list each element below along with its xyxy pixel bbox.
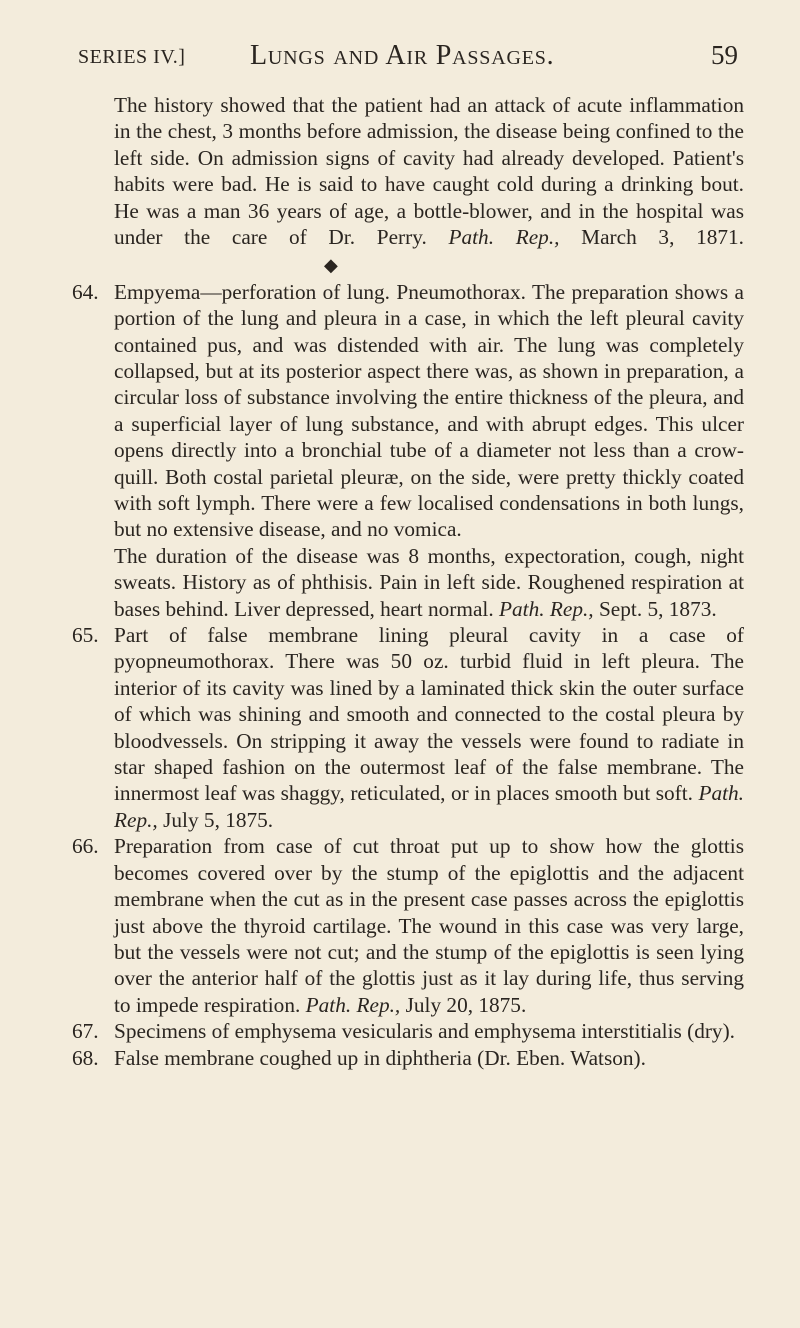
entry-citation: Path. Rep.,: [499, 596, 594, 621]
entry-description: [114, 279, 744, 543]
entry-text: False membrane coughed up in diphtheria (Dr. Eben. Watson).: [114, 1045, 646, 1070]
catalogue-entry-66: [72, 833, 744, 1018]
catalogue-entry-64: [72, 279, 744, 622]
entry-description: [114, 1018, 744, 1044]
intro-date: March 3, 1871.: [559, 225, 744, 250]
page-title: Lungs and Air Passages.: [250, 40, 555, 71]
intro-paragraph: [114, 92, 744, 279]
entry-text: Preparation from case of cut throat put up to show how the glottis becomes covered over by the stump of the epiglottis and the adjacent membrane when the cut as in the present case passes across the epiglottis just above the thyroid cartilage. The wound in this case was very large, but the vessels were not cut; and the stump of the epiglottis is seen lying over the anterior half of the glottis just as it lay during life, thus serving to impede respiration.: [114, 834, 744, 1017]
page-number: 59: [711, 40, 738, 70]
catalogue-entry-67: [72, 1018, 744, 1044]
entry-citation: Path. Rep.,: [114, 781, 745, 832]
entry-text: Specimens of emphysema vesicularis and emphysema interstitialis (dry).: [114, 1019, 735, 1044]
printer-mark-icon: ◆: [324, 255, 338, 276]
entry-text: Empyema—perforation of lung. Pneumothorax. The preparation shows a portion of the lung and pleura in a case, in which the left pleural cavity contained pus, and was distended with air. The lung was completely collapsed, but at its posterior aspect there was, as shown in preparation, a circular loss of substance involving the entire thickness of the pleura, and a superficial layer of lung substance, and with abrupt edges. This ulcer opens directly into a bronchial tube of a diameter not less than a crow-quill. Both costal parietal pleuræ, on the side, were pretty thickly coated with soft lymph. There were a few localised condensations in both lungs, but no extensive disease, and no vomica.: [114, 279, 744, 542]
intro-citation: Path. Rep.,: [448, 225, 560, 250]
entry-description: [114, 1045, 744, 1071]
entry-description: [114, 833, 744, 1018]
entry-number: 67.: [72, 1019, 99, 1044]
series-label: SERIES IV.]: [78, 46, 186, 68]
entry-number: 68.: [72, 1045, 99, 1070]
running-head: [78, 38, 738, 72]
entry-history-text: The duration of the disease was 8 months, expectoration, cough, night sweats. History as of phthisis. Pain in left side. Roughened respiration at bases behind. Liver depressed, heart normal.: [114, 543, 744, 621]
entry-number: 66.: [72, 834, 99, 859]
entry-citation: Path. Rep.,: [305, 992, 401, 1017]
body-text: [72, 92, 744, 1071]
catalogue-entry-68: [72, 1045, 744, 1071]
entry-description: [114, 622, 744, 833]
intro-text: The history showed that the patient had an attack of acute inflammation in the chest, 3 months before admission, the disease being confined to the left side. On admission signs of cavity had already developed. Patient's habits were bad. He is said to have caught cold during a drinking bout. He was a man 36 years of age, a bottle-blower, and in the hospital was under the care of Dr. Perry.: [114, 93, 744, 250]
entry-number: 64.: [72, 279, 99, 304]
entry-text: Part of false membrane lining pleural cavity in a case of pyopneumothorax. There was 50 oz. turbid fluid in left pleura. The interior of its cavity was lined by a laminated thick skin the outer surface of which was shining and smooth and connected to the costal pleura by bloodvessels. On stripping it away the vessels were found to radiate in star shaped fashion on the outermost leaf of the false membrane. The innermost leaf was shaggy, reticulated, or in places smooth but soft.: [114, 623, 744, 806]
entry-date: July 20, 1875.: [400, 992, 527, 1017]
entry-date: July 5, 1875.: [157, 807, 274, 832]
catalogue-entry-65: [72, 622, 744, 833]
entry-history: [114, 543, 744, 622]
entry-date: Sept. 5, 1873.: [593, 596, 717, 621]
entry-number: 65.: [72, 623, 99, 648]
